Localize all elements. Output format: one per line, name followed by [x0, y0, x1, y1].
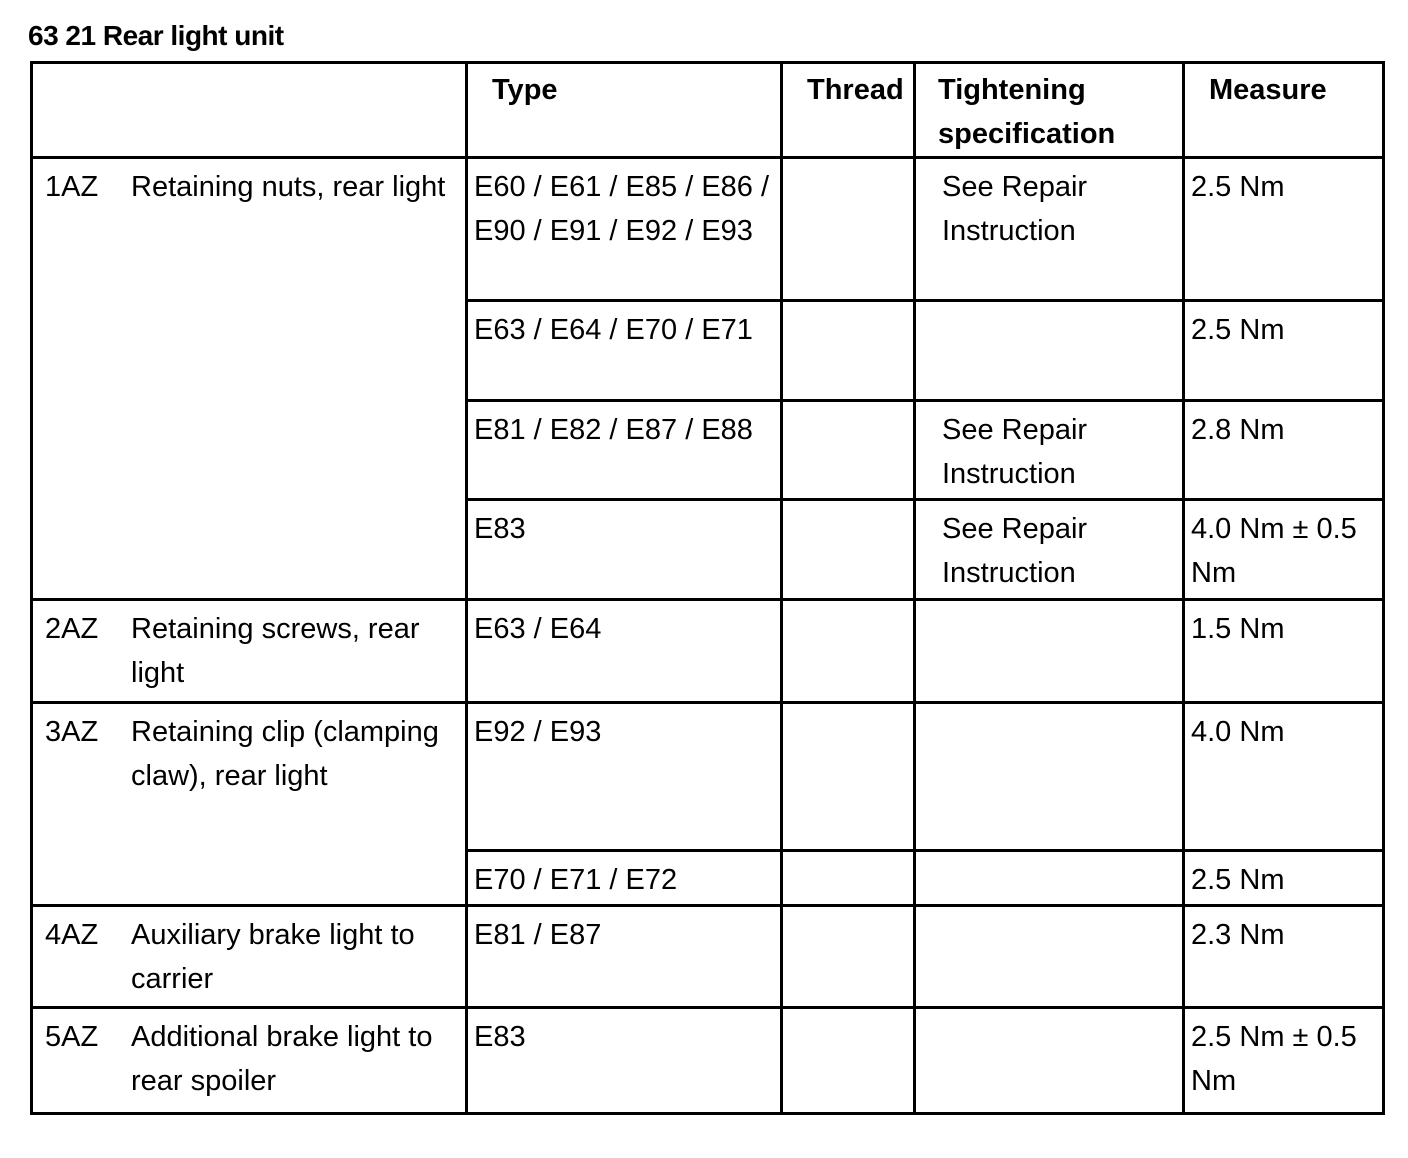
header-measure: Measure	[1184, 63, 1384, 158]
tightening-cell: See Repair Instruction	[915, 500, 1184, 600]
tightening-cell	[915, 1008, 1184, 1114]
torque-spec-table	[30, 61, 1385, 1115]
tightening-cell	[915, 301, 1184, 401]
component-id: 3AZ	[45, 716, 99, 748]
thread-cell	[782, 158, 915, 301]
type-cell: E92 / E93	[467, 703, 782, 851]
component-cell	[32, 906, 467, 1008]
table-row	[32, 158, 1384, 301]
component-description: Auxiliary brake light to carrier	[131, 919, 415, 995]
thread-cell	[782, 1008, 915, 1114]
tightening-cell	[915, 851, 1184, 906]
component-cell	[32, 703, 467, 906]
table-row	[32, 906, 1384, 1008]
thread-cell	[782, 600, 915, 703]
header-tightening: Tightening specification	[915, 63, 1184, 158]
header-row	[32, 63, 1384, 158]
measure-cell: 1.5 Nm	[1184, 600, 1384, 703]
thread-cell	[782, 851, 915, 906]
thread-cell	[782, 301, 915, 401]
type-cell: E81 / E82 / E87 / E88	[467, 401, 782, 500]
measure-cell: 4.0 Nm	[1184, 703, 1384, 851]
tightening-cell	[915, 906, 1184, 1008]
measure-cell: 4.0 Nm ± 0.5 Nm	[1184, 500, 1384, 600]
measure-cell: 2.3 Nm	[1184, 906, 1384, 1008]
component-description: Retaining nuts, rear light	[131, 171, 446, 203]
tightening-cell	[915, 600, 1184, 703]
type-cell: E60 / E61 / E85 / E86 / E90 / E91 / E92 / E93	[467, 158, 782, 301]
table-row	[32, 1008, 1384, 1114]
tightening-cell: See Repair Instruction	[915, 158, 1184, 301]
measure-cell: 2.5 Nm	[1184, 301, 1384, 401]
component-id: 1AZ	[45, 171, 99, 203]
tightening-cell: See Repair Instruction	[915, 401, 1184, 500]
thread-cell	[782, 703, 915, 851]
measure-cell: 2.5 Nm	[1184, 851, 1384, 906]
table-row	[32, 703, 1384, 851]
thread-cell	[782, 500, 915, 600]
measure-cell: 2.5 Nm ± 0.5 Nm	[1184, 1008, 1384, 1114]
table-row	[32, 600, 1384, 703]
section-title: 63 21 Rear light unit	[28, 20, 284, 51]
type-cell: E83	[467, 500, 782, 600]
type-cell: E81 / E87	[467, 906, 782, 1008]
component-description: Retaining screws, rear light	[131, 613, 420, 689]
type-cell: E70 / E71 / E72	[467, 851, 782, 906]
type-cell: E83	[467, 1008, 782, 1114]
component-id: 4AZ	[45, 919, 99, 951]
thread-cell	[782, 906, 915, 1008]
component-cell	[32, 158, 467, 600]
thread-cell	[782, 401, 915, 500]
component-description: Retaining clip (clamping claw), rear light	[131, 716, 439, 792]
component-id: 2AZ	[45, 613, 99, 645]
component-cell	[32, 1008, 467, 1114]
header-thread: Thread	[782, 63, 915, 158]
component-description: Additional brake light to rear spoiler	[131, 1021, 433, 1097]
header-blank	[32, 63, 467, 158]
measure-cell: 2.5 Nm	[1184, 158, 1384, 301]
component-id: 5AZ	[45, 1021, 99, 1053]
type-cell: E63 / E64 / E70 / E71	[467, 301, 782, 401]
tightening-cell	[915, 703, 1184, 851]
measure-cell: 2.8 Nm	[1184, 401, 1384, 500]
component-cell	[32, 600, 467, 703]
type-cell: E63 / E64	[467, 600, 782, 703]
header-type: Type	[467, 63, 782, 158]
